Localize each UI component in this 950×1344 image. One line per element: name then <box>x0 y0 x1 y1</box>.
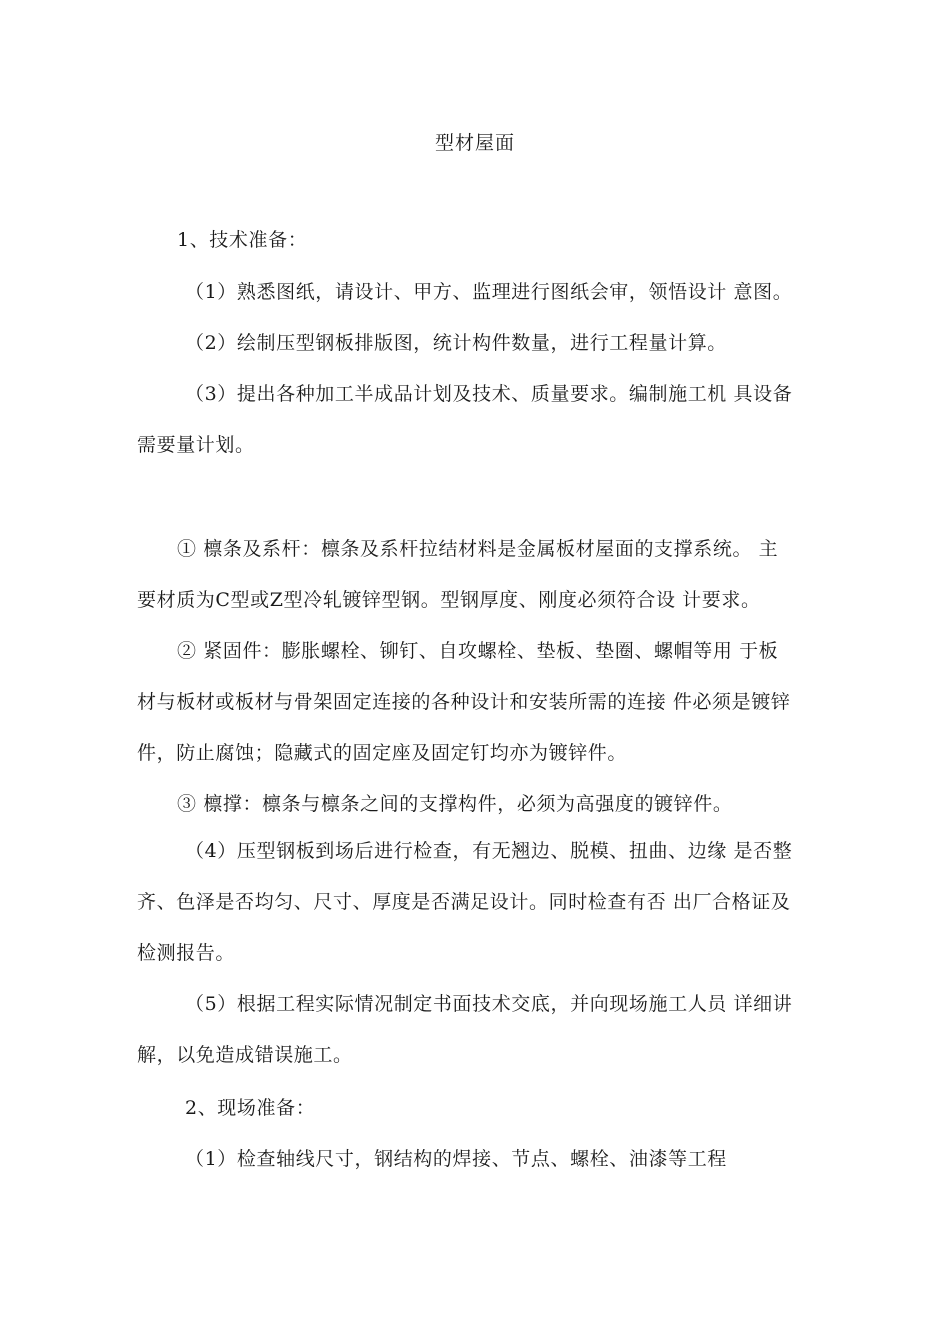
section-heading-technical-prep: 1、技术准备： <box>177 229 308 251</box>
paragraph-item-4-line-3: 检测报告。 <box>137 942 236 964</box>
paragraph-item-1: （1）熟悉图纸，请设计、甲方、监理进行图纸会审，领悟设计 意图。 <box>185 281 793 303</box>
list-item-bracing: ③ 檩撑：檩条与檩条之间的支撑构件，必须为高强度的镀锌件。 <box>177 793 733 815</box>
list-item-fasteners-line-3: 件，防止腐蚀；隐藏式的固定座及固定钉均亦为镀锌件。 <box>137 742 628 764</box>
paragraph-item-5-line-1: （5）根据工程实际情况制定书面技术交底，并向现场施工人员 详细讲 <box>185 993 793 1015</box>
list-item-purlins-line-2: 要材质为C型或Z型冷轧镀锌型钢。型钢厚度、刚度必须符合设 计要求。 <box>137 589 761 611</box>
paragraph-item-2: （2）绘制压型钢板排版图，统计构件数量，进行工程量计算。 <box>185 332 727 354</box>
paragraph-item-4-line-1: （4）压型钢板到场后进行检查，有无翘边、脱模、扭曲、边缘 是否整 <box>185 840 793 862</box>
paragraph-site-item-1: （1）检查轴线尺寸，钢结构的焊接、节点、螺栓、油漆等工程 <box>185 1148 727 1170</box>
list-item-fasteners-line-1: ② 紧固件：膨胀螺栓、铆钉、自攻螺栓、垫板、垫圈、螺帽等用 于板 <box>177 640 779 662</box>
list-item-purlins-line-1: ① 檩条及系杆：檩条及系杆拉结材料是金属板材屋面的支撑系统。 主 <box>177 538 779 560</box>
paragraph-item-3-line-1: （3）提出各种加工半成品计划及技术、质量要求。编制施工机 具设备 <box>185 383 793 405</box>
section-heading-site-prep: 2、现场准备： <box>185 1097 316 1119</box>
paragraph-item-5-line-2: 解，以免造成错误施工。 <box>137 1044 353 1066</box>
paragraph-item-3-line-2: 需要量计划。 <box>137 434 255 456</box>
list-item-fasteners-line-2: 材与板材或板材与骨架固定连接的各种设计和安装所需的连接 件必须是镀锌 <box>137 691 791 713</box>
page-title: 型材屋面 <box>434 132 515 154</box>
paragraph-item-4-line-2: 齐、色泽是否均匀、尺寸、厚度是否满足设计。同时检查有否 出厂合格证及 <box>137 891 791 913</box>
